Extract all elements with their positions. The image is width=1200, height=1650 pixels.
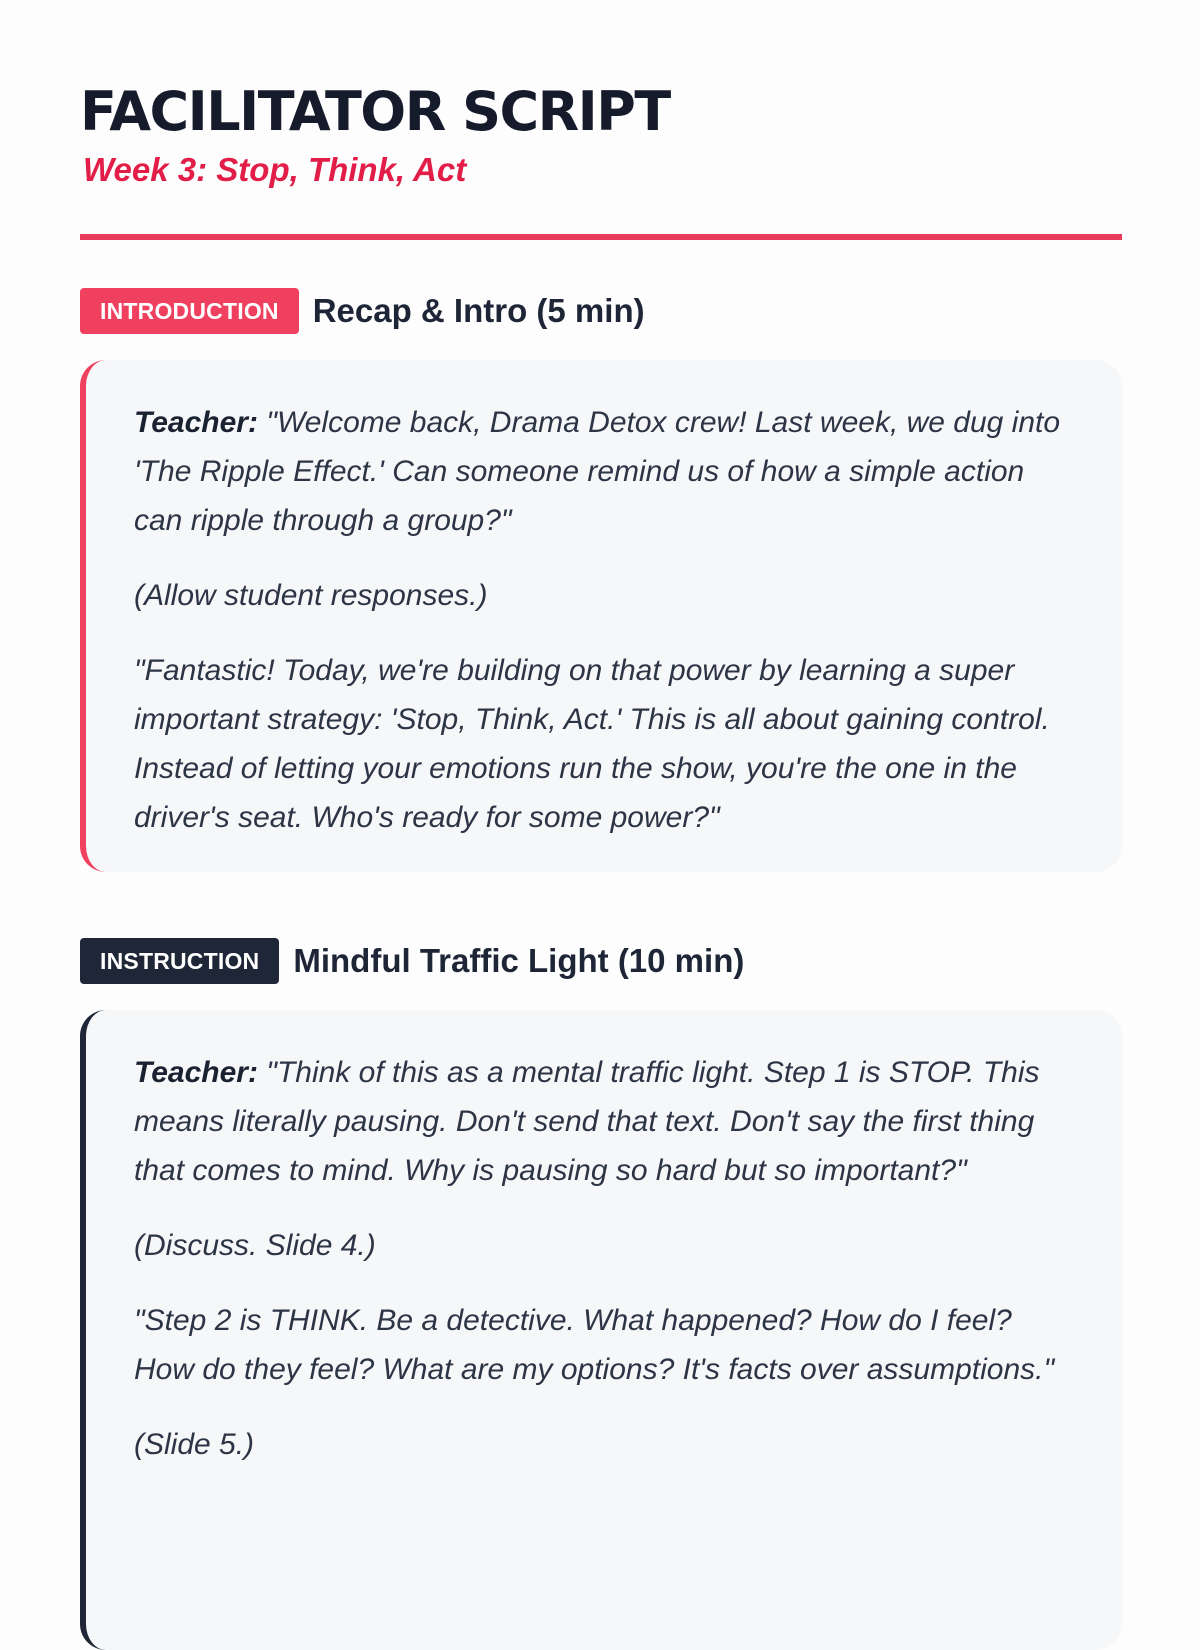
speaker-label: Teacher: (134, 406, 258, 439)
script-card-introduction (80, 360, 1122, 872)
stage-direction: (Slide 5.) (134, 1428, 255, 1461)
stage-direction: (Discuss. Slide 4.) (134, 1229, 376, 1262)
script-paragraph: "Fantastic! Today, we're building on that power by learning a super important strategy: 'Stop, Think, Act.' This is all about gaining control. Instead of letting your emotions run the show, you're the one in the driver's seat. Who's ready for some power?" (134, 654, 1050, 834)
script-card-instruction (80, 1010, 1122, 1650)
script-text: "Welcome back, Drama Detox crew! Last week, we dug into 'The Ripple Effect.' Can someone remind us of how a simple action can ripple through a group?" (134, 406, 1061, 537)
speaker-label: Teacher: (134, 1056, 258, 1089)
script-paragraph (134, 398, 1078, 545)
page-title: FACILITATOR SCRIPT (80, 80, 670, 143)
page-subtitle: Week 3: Stop, Think, Act (83, 151, 467, 188)
script-paragraph (134, 1048, 1078, 1195)
instruction-badge: INSTRUCTION (80, 938, 279, 984)
section-title-introduction: Recap & Intro (5 min) (312, 292, 645, 329)
stage-direction: (Allow student responses.) (134, 579, 488, 612)
section-title-instruction: Mindful Traffic Light (10 min) (293, 942, 745, 979)
section-header-introduction (80, 288, 645, 334)
section-header-instruction (80, 938, 744, 984)
script-paragraph: "Step 2 is THINK. Be a detective. What happened? How do I feel? How do they feel? What are my options? It's facts over assumptions." (134, 1304, 1055, 1386)
introduction-badge: INTRODUCTION (80, 288, 299, 334)
script-text: "Think of this as a mental traffic light. Step 1 is STOP. This means literally pausing. Don't send that text. Don't say the first thing that comes to mind. Why is pausing so hard but so important?" (134, 1056, 1040, 1187)
title-divider (80, 234, 1122, 240)
